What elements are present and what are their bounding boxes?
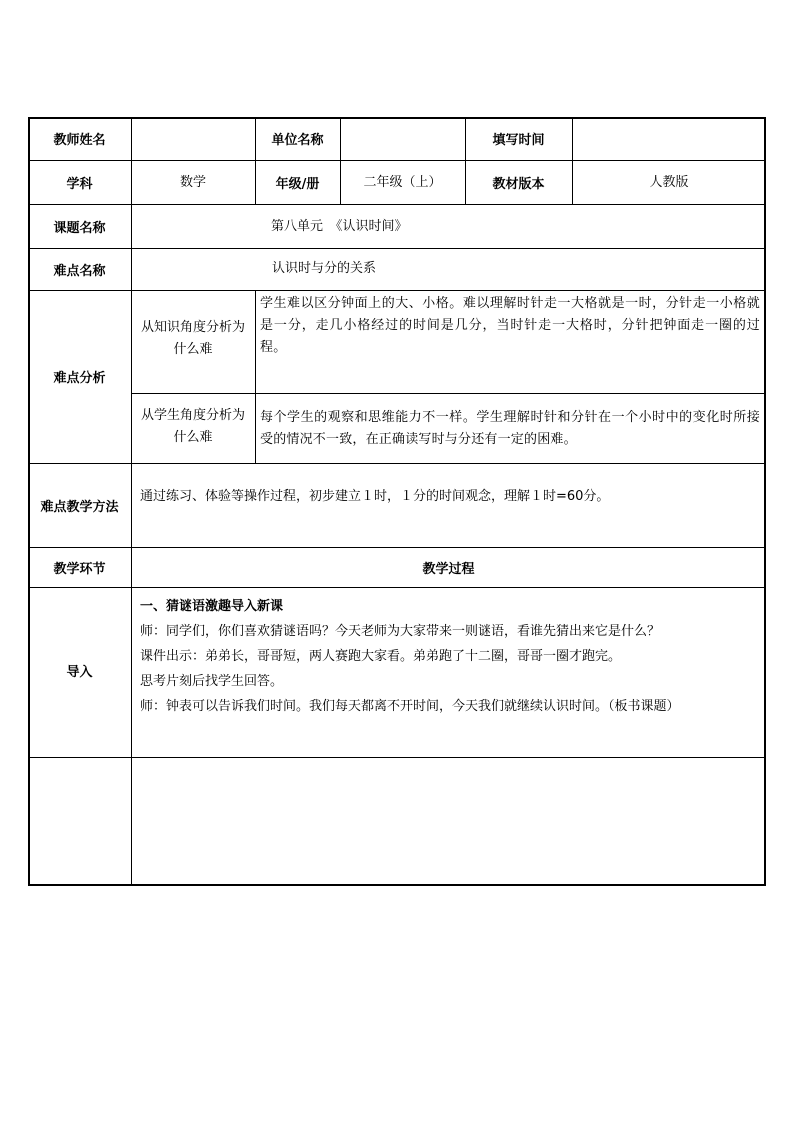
topic-value: 第八单元 《认识时间》 bbox=[271, 218, 408, 234]
lesson-plan-table bbox=[28, 117, 766, 886]
unit-name-label: 单位名称 bbox=[271, 133, 324, 148]
edition-value: 人教版 bbox=[649, 174, 689, 190]
analysis-label: 难点分析 bbox=[53, 371, 106, 386]
empty-process-cell bbox=[131, 757, 766, 886]
fill-time-value bbox=[572, 117, 766, 160]
method-label: 难点教学方法 bbox=[40, 499, 119, 515]
stage-label: 教学环节 bbox=[53, 561, 106, 577]
intro-line: 课件出示：弟弟长，哥哥短，两人赛跑大家看。弟弟跑了十二圈，哥哥一圈才跑完。 bbox=[140, 649, 622, 664]
grade-label: 年级/册 bbox=[275, 176, 320, 192]
empty-stage-cell bbox=[28, 757, 131, 886]
knowledge-angle-label: 从知识角度分析为什么难 bbox=[140, 320, 245, 357]
student-angle-text: 每个学生的观察和思维能力不一样。学生理解时针和分针在一个小时中的变化时所接受的情况不一致，在正确读写时与分还有一定的困难。 bbox=[260, 410, 760, 447]
unit-name-value bbox=[340, 117, 465, 160]
intro-line: 师：钟表可以告诉我们时间。我们每天都离不开时间，今天我们就继续认识时间。（板书课题） bbox=[140, 699, 680, 714]
process-label: 教学过程 bbox=[422, 561, 475, 577]
difficulty-label: 难点名称 bbox=[53, 263, 106, 279]
topic-label: 课题名称 bbox=[53, 220, 106, 236]
fill-time-label: 填写时间 bbox=[492, 133, 545, 148]
student-angle-label: 从学生角度分析为什么难 bbox=[140, 408, 245, 445]
subject-label: 学科 bbox=[66, 176, 93, 192]
intro-line: 师：同学们，你们喜欢猜谜语吗？今天老师为大家带来一则谜语，看谁先猜出来它是什么？ bbox=[140, 624, 661, 639]
edition-label: 教材版本 bbox=[492, 176, 545, 192]
intro-content bbox=[140, 594, 762, 719]
teacher-name-label: 教师姓名 bbox=[53, 133, 106, 148]
teacher-name-value bbox=[131, 117, 255, 160]
subject-value: 数学 bbox=[179, 174, 206, 190]
difficulty-value: 认识时与分的关系 bbox=[272, 260, 377, 276]
intro-line: 思考片刻后找学生回答。 bbox=[140, 674, 284, 689]
knowledge-angle-text: 学生难以区分钟面上的大、小格。难以理解时针走一大格就是一时，分针走一小格就是一分，走几小格经过的时间是几分，当时针走一大格时，分针把钟面走一圈的过程。 bbox=[260, 296, 760, 355]
method-text: 通过练习、体验等操作过程，初步建立１时，１分的时间观念，理解１时=60分。 bbox=[140, 488, 610, 504]
grade-value: 二年级（上） bbox=[363, 174, 442, 190]
intro-heading: 一、猜谜语激趣导入新课 bbox=[140, 599, 284, 614]
intro-label: 导入 bbox=[66, 664, 93, 680]
